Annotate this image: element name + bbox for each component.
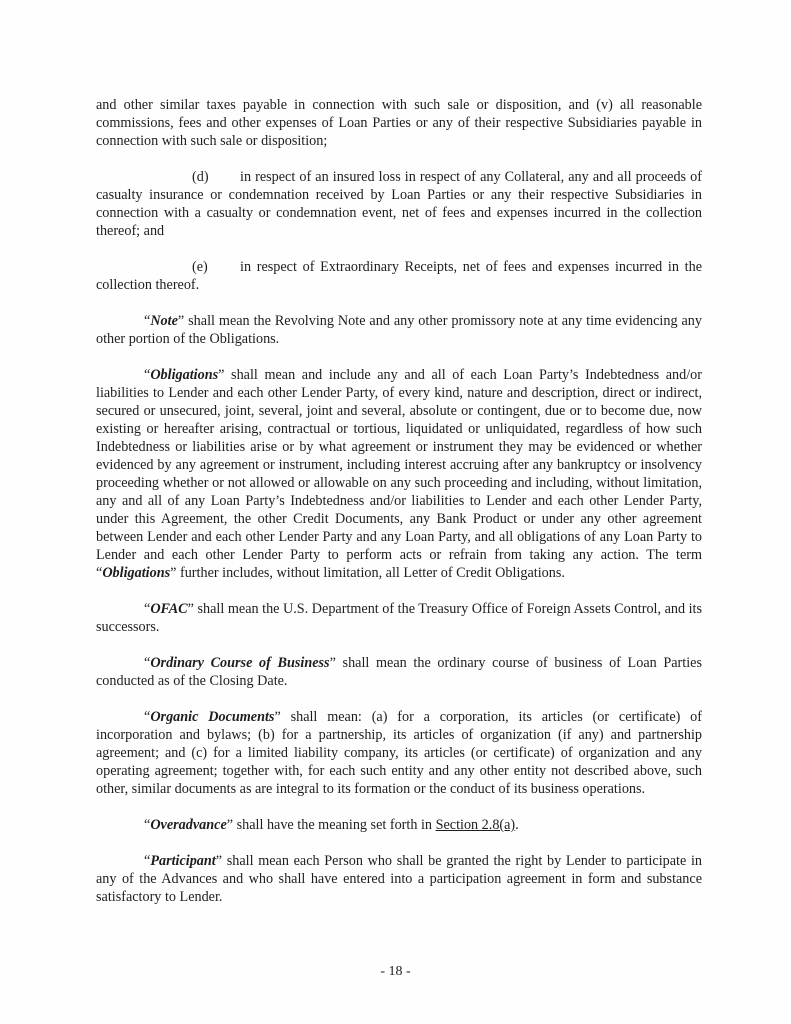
clause-label: (e) xyxy=(192,259,208,275)
defined-term: Participant xyxy=(150,853,216,869)
definition-text: shall have the meaning set forth in xyxy=(233,817,436,833)
clause-text: in respect of Extraordinary Receipts, net of fees and expenses incurred in the collection thereof. xyxy=(96,259,702,293)
defined-term: Note xyxy=(150,313,178,329)
page-body xyxy=(96,96,702,906)
clause-e xyxy=(96,258,702,294)
definition-text: shall mean the U.S. Department of the Treasury Office of Foreign Assets Control, and its successors. xyxy=(96,601,703,635)
definition-organic-documents: “Organic Documents” shall mean: (a) for a corporation, its articles (or certificate) of incorporation and bylaws; (b) for a partnership, its articles of organization (if any) and partnership agreement; and (c) for a limited liability company, its articles (or certificate) of organization and any operating agreement; together with, for each such entity and any other entity not described above, such other, similar documents as are integral to its formation or the conduct of its business operations. xyxy=(96,709,702,797)
defined-term: Obligations xyxy=(102,565,171,581)
definition-ofac: “OFAC” shall mean the U.S. Department of the Treasury Office of Foreign Assets Control, and its successors. xyxy=(96,601,703,635)
definition-text: shall mean the Revolving Note and any other promissory note at any time evidencing any other portion of the Obligations. xyxy=(96,313,702,347)
defined-term: Organic Documents xyxy=(150,709,275,725)
definition-obligations: “Obligations” shall mean and include any and all of each Loan Party’s Indebtedness and/or liabilities to Lender and each other Lender Party, of every kind, nature and description, direct or indirect, secured or unsecured, joint, several, joint and several, absolute or contingent, due or to become due, now existing or hereafter arising, contractual or tortious, liquidated or unliquidated, regardless of how such Indebtedness or liabilities arise or by what agreement or instrument they may be evidenced or whether evidenced by any agreement or instrument, including interest accruing after any bankruptcy or insolvency proceeding whether or not allowed or allowable on any such proceeding and including, without limitation, any and all of any Loan Party’s Indebtedness and/or liabilities to Lender and each other Lender Party, under this Agreement, the other Credit Documents, any Bank Product or under any other agreement between Lender and each other Lender Party and any Loan Party, and all obligations of any Loan Party to Lender and each other Lender Party to perform acts or refrain from taking any action. The term “Obligations” further includes, without limitation, all Letter of Credit Obligations. xyxy=(96,367,702,581)
definition-text: shall mean the ordinary course of business of Loan Parties conducted as of the Closing Date. xyxy=(96,655,702,689)
defined-term: Overadvance xyxy=(150,817,227,833)
continuation-paragraph: and other similar taxes payable in connection with such sale or disposition, and (v) all reasonable commissions, fees and other expenses of Loan Parties or any of their respective Subsidiaries payable in connection with such sale or disposition; xyxy=(96,97,702,149)
definition-text: further includes, without limitation, all Letter of Credit Obligations. xyxy=(176,565,565,581)
clause-text: in respect of an insured loss in respect of any Collateral, any and all proceeds of casualty insurance or condemnation received by Loan Parties or any their respective Subsidiaries in connection with a casualty or condemnation event, net of fees and expenses incurred in the collection thereof; and xyxy=(96,169,702,239)
definition-text: shall mean and include any and all of each Loan Party’s Indebtedness and/or liabilities to Lender and each other Lender Party, of every kind, nature and description, direct or indirect, secured or unsecured, joint, several, joint and several, absolute or contingent, due or to become due, now existing or hereafter arising, contractual or tortious, liquidated or unliquidated, regardless of how such Indebtedness or liabilities arise or by what agreement or instrument they may be evidenced or whether evidenced by any agreement or instrument, including interest accruing after any bankruptcy or insolvency proceeding whether or not allowed or allowable on any such proceeding and including, without limitation, any and all of any Loan Party’s Indebtedness and/or liabilities to Lender and each other Lender Party, under this Agreement, the other Credit Documents, any Bank Product or under any other agreement between Lender and each other Lender Party and any Loan Party, and all obligations of any Loan Party to Lender and each other Lender Party to perform acts or refrain from taking any action. The term xyxy=(96,367,702,563)
clause-d xyxy=(96,168,702,240)
section-cross-reference: Section 2.8(a) xyxy=(435,817,516,833)
definition-overadvance: “Overadvance” shall have the meaning set forth in Section 2.8(a). xyxy=(144,817,519,833)
definition-ordinary-course: “Ordinary Course of Business” shall mean the ordinary course of business of Loan Parties conducted as of the Closing Date. xyxy=(96,655,702,689)
defined-term: Obligations xyxy=(150,367,219,383)
definition-text: shall mean each Person who shall be granted the right by Lender to participate in any of the Advances and who shall have entered into a participation agreement in form and substance satisfactory to Lender. xyxy=(96,853,702,905)
definition-note: “Note” shall mean the Revolving Note and any other promissory note at any time evidencing any other portion of the Obligations. xyxy=(96,313,702,347)
definition-participant: “Participant” shall mean each Person who shall be granted the right by Lender to participate in any of the Advances and who shall have entered into a participation agreement in form and substance satisfactory to Lender. xyxy=(96,853,702,905)
clause-label: (d) xyxy=(192,169,209,185)
page-number: - 18 - xyxy=(380,964,411,979)
definition-text: shall mean: (a) for a corporation, its articles (or certificate) of incorporation and bylaws; (b) for a partnership, its articles of organization (if any) and partnership agreement; and (c) for a limited liability company, its articles (or certificate) of organization and any operating agreement; together with, for each such entity and any other entity not described above, such other, similar documents as are integral to its formation or the conduct of its business operations. xyxy=(96,709,702,797)
defined-term: Ordinary Course of Business xyxy=(150,655,330,671)
defined-term: OFAC xyxy=(150,601,188,617)
